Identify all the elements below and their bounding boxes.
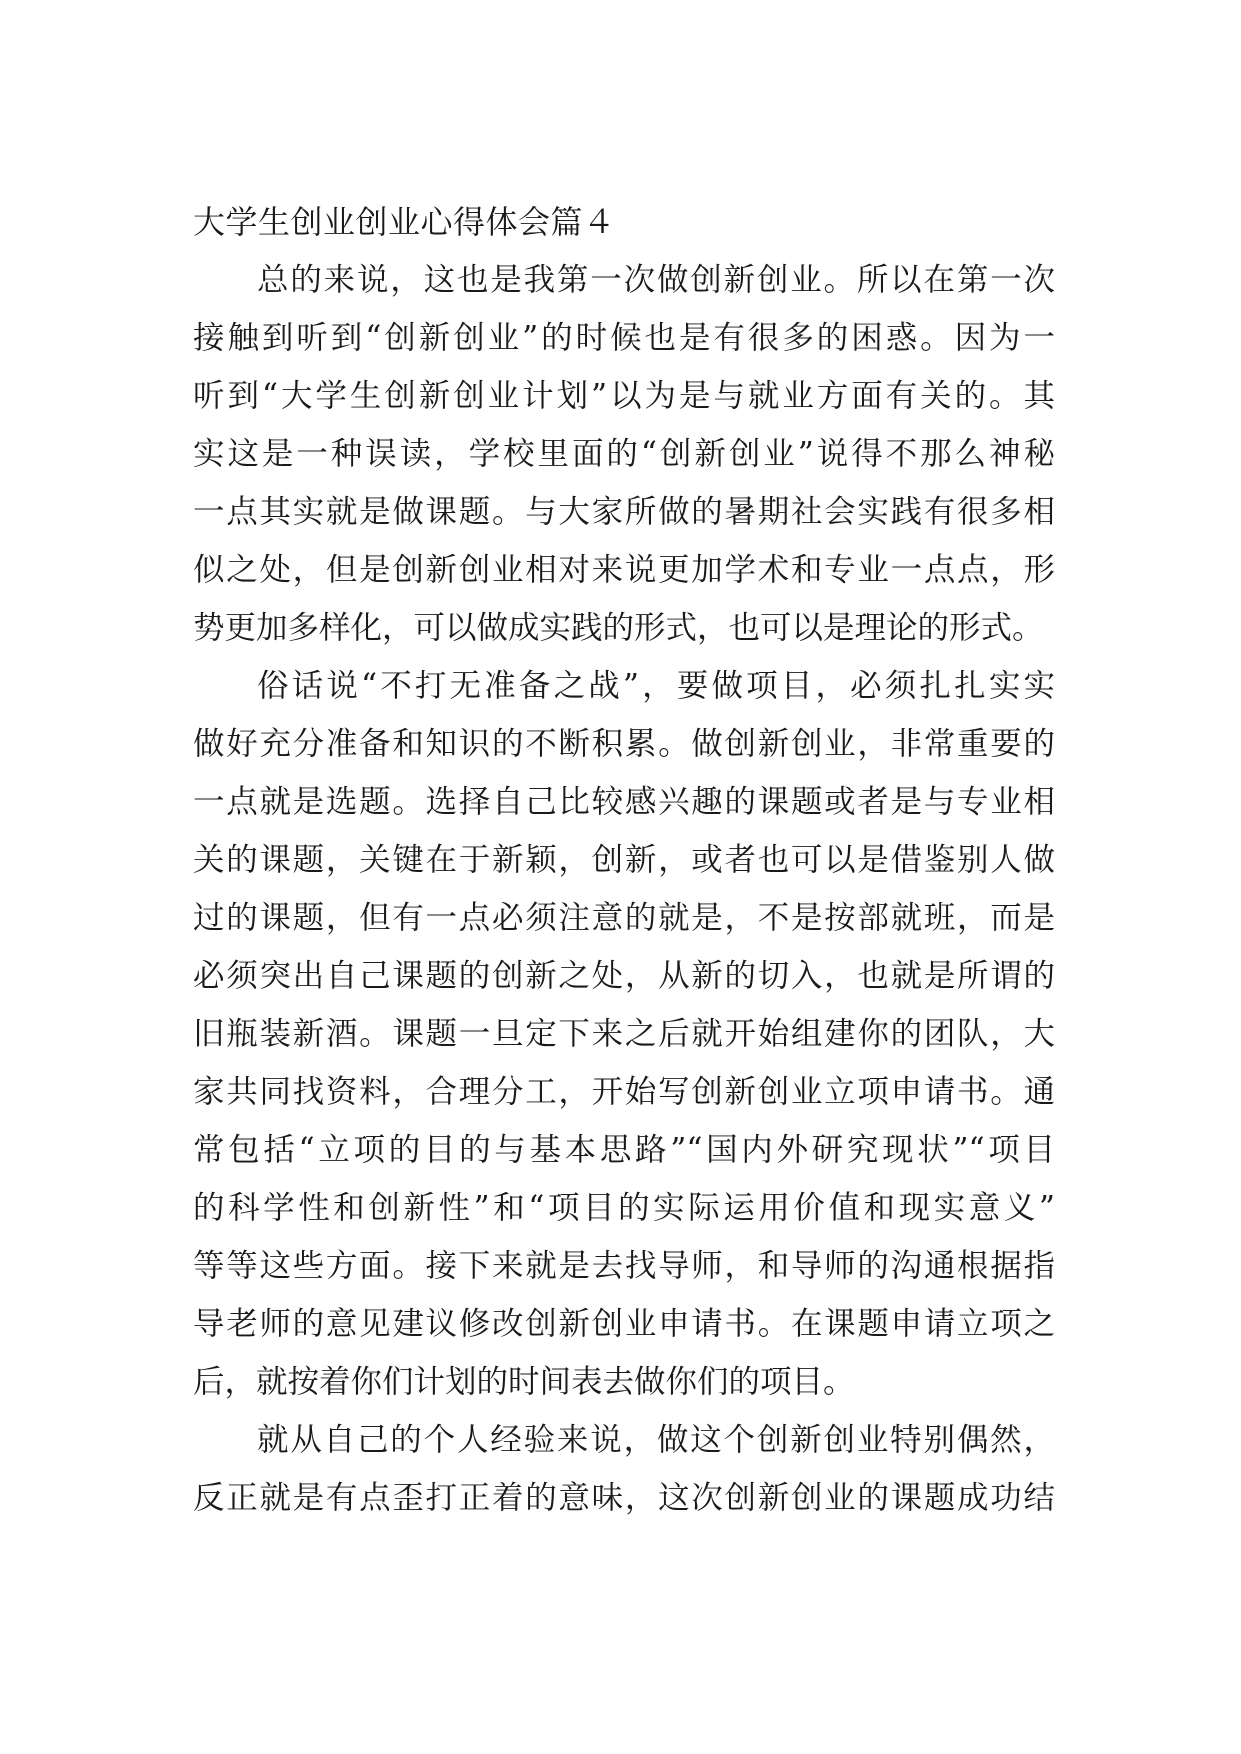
text-line: 后，就按着你们计划的时间表去做你们的项目。: [193, 1364, 855, 1400]
text-line: 旧瓶装新酒。课题一旦定下来之后就开始组建你的团队，大: [193, 1016, 1055, 1052]
text-line: 导老师的意见建议修改创新创业申请书。在课题申请立项之: [193, 1306, 1055, 1342]
text-line: 实这是一种误读，学校里面的“创新创业”说得不那么神秘: [193, 436, 1055, 472]
text-line: 势更加多样化，可以做成实践的形式，也可以是理论的形式。: [193, 610, 1044, 646]
paragraph-2: [193, 657, 1055, 1411]
text-line: 一点其实就是做课题。与大家所做的暑期社会实践有很多相: [193, 494, 1055, 530]
text-line: 反正就是有点歪打正着的意味，这次创新创业的课题成功结: [193, 1480, 1055, 1516]
paragraph-1: [193, 251, 1055, 657]
document-body: [193, 193, 1055, 1527]
text-line: 关的课题，关键在于新颖，创新，或者也可以是借鉴别人做: [193, 842, 1055, 878]
text-line: 总的来说，这也是我第一次做创新创业。所以在第一次: [257, 262, 1055, 298]
text-line: 就从自己的个人经验来说，做这个创新创业特别偶然，: [257, 1422, 1055, 1458]
text-line: 的科学性和创新性”和“项目的实际运用价值和现实意义”: [193, 1190, 1055, 1226]
text-line: 听到“大学生创新创业计划”以为是与就业方面有关的。其: [193, 378, 1055, 414]
text-line: 等等这些方面。接下来就是去找导师，和导师的沟通根据指: [193, 1248, 1055, 1284]
text-line: 做好充分准备和知识的不断积累。做创新创业，非常重要的: [193, 726, 1055, 762]
text-line: 家共同找资料，合理分工，开始写创新创业立项申请书。通: [193, 1074, 1055, 1110]
text-line: 一点就是选题。选择自己比较感兴趣的课题或者是与专业相: [193, 784, 1055, 820]
text-line: 似之处，但是创新创业相对来说更加学术和专业一点点，形: [193, 552, 1055, 588]
text-line: 常包括“立项的目的与基本思路”“国内外研究现状”“项目: [193, 1132, 1055, 1168]
text-line: 过的课题，但有一点必须注意的就是，不是按部就班，而是: [193, 900, 1055, 936]
paragraph-3: [193, 1411, 1055, 1527]
text-line: 俗话说“不打无准备之战”，要做项目，必须扎扎实实: [257, 668, 1055, 704]
text-line: 接触到听到“创新创业”的时候也是有很多的困惑。因为一: [193, 320, 1055, 356]
document-title: 大学生创业创业心得体会篇４: [193, 203, 616, 241]
text-line: 必须突出自己课题的创新之处，从新的切入，也就是所谓的: [193, 958, 1055, 994]
